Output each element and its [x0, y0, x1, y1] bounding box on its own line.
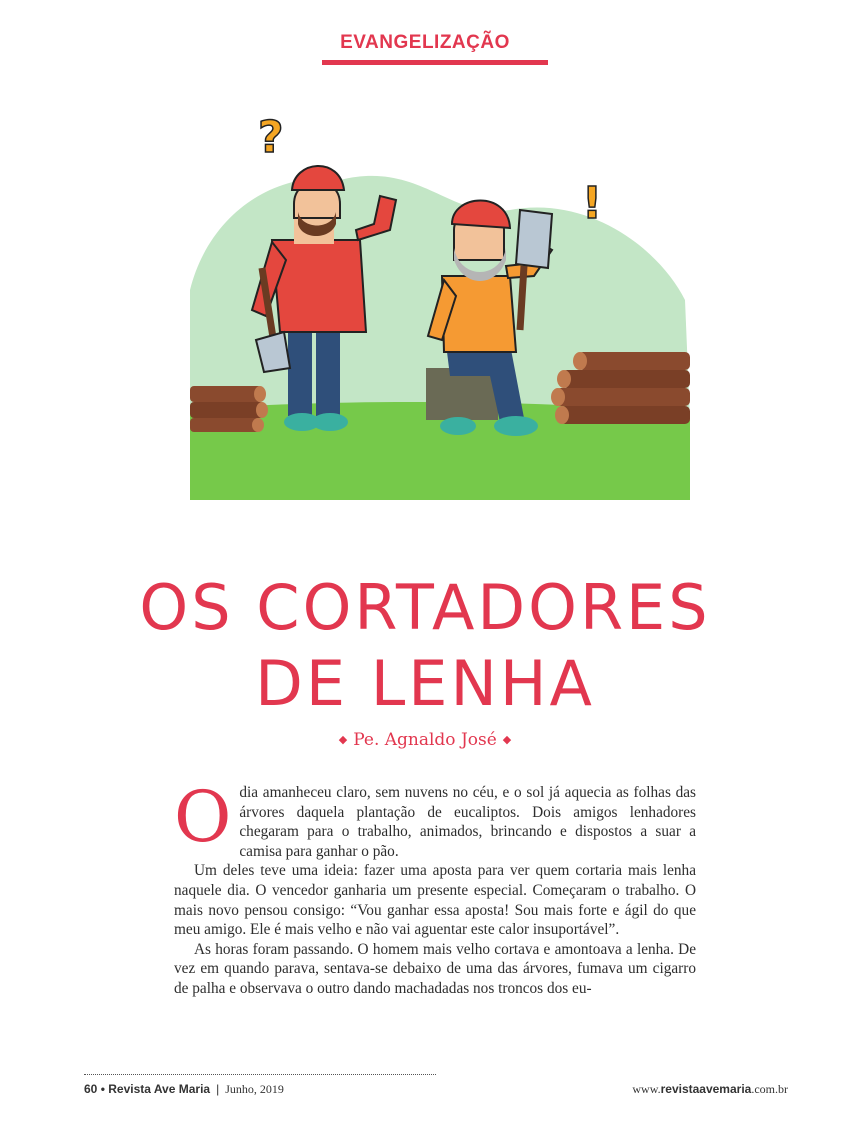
paragraph-3: As horas foram passando. O homem mais velho cortava e amontoava a lenha. De vez em quando parava, sentava-se debaixo de uma das árvores, fumava um cigarro de palha e observava o outro dando machadadas nos troncos dos eu-: [174, 940, 696, 997]
article-body: [174, 776, 696, 999]
footer-rule: [84, 1074, 436, 1075]
footer-separator: |: [216, 1082, 220, 1096]
publication-name: Revista Ave Maria: [108, 1082, 211, 1096]
byline: [0, 730, 850, 750]
diamond-icon: ◆: [502, 733, 512, 746]
section-rule: [322, 60, 548, 65]
title-line-2: DE LENHA: [255, 646, 595, 720]
section-label: EVANGELIZAÇÃO: [340, 32, 510, 53]
website-prefix: www.: [632, 1082, 661, 1096]
footer-bullet: •: [100, 1082, 105, 1096]
article-title: [0, 570, 850, 722]
woodcutters-illustration: [190, 100, 690, 500]
paragraph-1: [174, 776, 696, 861]
paragraph-1-text: dia amanheceu claro, sem nuvens no céu, e o sol já aquecia as folhas das árvores daquela plantação de eucaliptos. Dois amigos lenhadores chegaram para o trabalho, animados, brincando e dispostos a suar a camisa para ganhar o pão.: [239, 784, 696, 860]
website-name: revistaavemaria: [660, 1082, 752, 1096]
footer-page-info: [84, 1082, 284, 1097]
log-pile-left: [190, 386, 268, 432]
website-suffix: .com.br: [751, 1082, 788, 1096]
question-mark: ?: [258, 112, 284, 163]
title-line-1: OS CORTADORES: [139, 570, 711, 644]
paragraph-2: Um deles teve uma ideia: fazer uma aposta para ver quem cortaria mais lenha naquele dia. O vencedor ganharia um presente especial. Começaram o trabalho. O mais novo pensou consigo: “Vou ganhar essa aposta! Sou mais forte e ágil do que meu amigo. Ele é mais velho e não vai aguentar este calor insuportável”.: [174, 862, 696, 939]
page-number: 60: [84, 1082, 98, 1096]
website-link[interactable]: [632, 1082, 788, 1097]
diamond-icon: ◆: [338, 733, 348, 746]
exclamation-mark: !: [582, 178, 603, 229]
issue-date: Junho, 2019: [225, 1082, 284, 1096]
author-name: Pe. Agnaldo José: [353, 730, 497, 750]
drop-cap: O: [174, 776, 232, 858]
